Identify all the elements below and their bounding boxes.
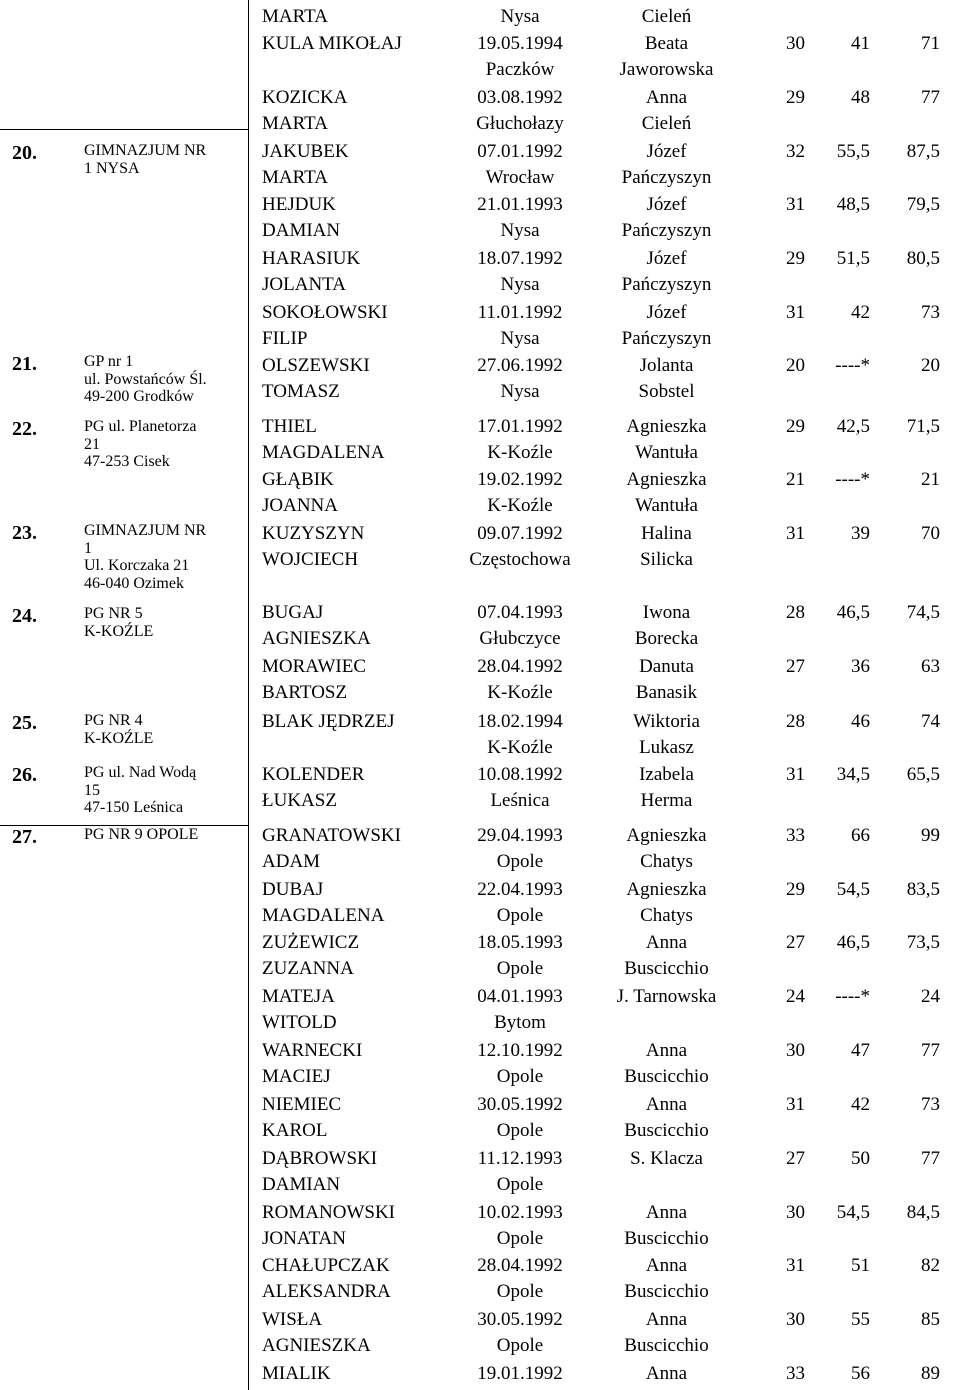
birth-info: Nysa	[500, 6, 540, 27]
student-name: OLSZEWSKI TOMASZ	[262, 355, 370, 402]
school-name: PG ul. Nad Wodą 15 47-150 Leśnica	[84, 764, 197, 816]
teacher-name: Anna Buscicchio	[624, 1094, 709, 1141]
student-name: MORAWIEC BARTOSZ	[262, 656, 367, 703]
teacher-name: Izabela Herma	[639, 764, 694, 811]
teacher-name: J. Tarnowska	[616, 986, 717, 1007]
birth-info: 19.01.1992	[477, 1363, 563, 1384]
school-number: 25.	[12, 712, 37, 734]
score-total: 21	[921, 469, 940, 490]
score-part-2: 41	[851, 33, 870, 54]
teacher-name: Iwona Borecka	[634, 602, 699, 649]
birth-info: 28.04.1992 Opole	[477, 1255, 563, 1302]
score-total: 87,5	[906, 141, 940, 162]
score-total: 77	[921, 87, 940, 108]
student-name: CHAŁUPCZAK ALEKSANDRA	[262, 1255, 391, 1302]
birth-info: 28.04.1992 K-Koźle	[477, 656, 563, 703]
score-total: 20	[921, 355, 940, 376]
student-name: ZUŻEWICZ ZUZANNA	[262, 932, 360, 979]
score-part-1: 30	[786, 1202, 805, 1223]
teacher-name: Anna Buscicchio	[624, 1202, 709, 1249]
score-total: 73	[921, 1094, 940, 1115]
teacher-name: Jolanta Sobstel	[638, 355, 695, 402]
score-part-2: 46,5	[836, 932, 870, 953]
score-part-2: 55	[851, 1309, 870, 1330]
school-number: 20.	[12, 142, 37, 164]
score-total: 70	[921, 523, 940, 544]
student-name: MIALIK	[262, 1363, 331, 1384]
student-name: SOKOŁOWSKI FILIP	[262, 302, 388, 349]
school-name: GIMNAZJUM NR 1 Ul. Korczaka 21 46-040 Ozimek	[84, 522, 207, 592]
teacher-name: S. Klacza	[630, 1148, 703, 1169]
score-total: 71	[921, 33, 940, 54]
score-total: 63	[921, 656, 940, 677]
score-part-1: 31	[786, 1255, 805, 1276]
school-name: PG NR 9 OPOLE	[84, 826, 199, 843]
teacher-name: Anna Buscicchio	[624, 1255, 709, 1302]
birth-info: 11.12.1993 Opole	[477, 1148, 563, 1195]
teacher-name: Agnieszka Wantuła	[626, 416, 707, 463]
score-part-2: 36	[851, 656, 870, 677]
score-part-1: 27	[786, 1148, 805, 1169]
school-number: 24.	[12, 605, 37, 627]
score-part-2: 42	[851, 1094, 870, 1115]
score-part-2: ----*	[835, 986, 870, 1007]
birth-info: 30.05.1992 Opole	[477, 1094, 563, 1141]
score-total: 77	[921, 1148, 940, 1169]
birth-info: 18.02.1994 K-Koźle	[477, 711, 563, 758]
school-name: GP nr 1 ul. Powstańców Śl. 49-200 Grodków	[84, 353, 207, 405]
school-number: 21.	[12, 353, 37, 375]
teacher-name: Agnieszka Wantuła	[626, 469, 707, 516]
school-name: GIMNAZJUM NR 1 NYSA	[84, 142, 207, 177]
student-name: MATEJA WITOLD	[262, 986, 337, 1033]
score-part-2: 50	[851, 1148, 870, 1169]
student-name: BUGAJ AGNIESZKA	[262, 602, 371, 649]
birth-info: 10.02.1993 Opole	[477, 1202, 563, 1249]
birth-info: 11.01.1992 Nysa	[477, 302, 563, 349]
birth-info: 04.01.1993 Bytom	[477, 986, 563, 1033]
birth-info: 07.04.1993 Głubczyce	[477, 602, 563, 649]
student-name: KOLENDER ŁUKASZ	[262, 764, 365, 811]
score-part-2: 48,5	[836, 194, 870, 215]
school-name: PG NR 4 K-KOŹLE	[84, 712, 154, 747]
teacher-name: Agnieszka Chatys	[626, 879, 707, 926]
teacher-name: Józef Pańczyszyn	[621, 302, 712, 349]
score-total: 71,5	[906, 416, 940, 437]
score-part-1: 21	[786, 469, 805, 490]
school-name: PG NR 5 K-KOŹLE	[84, 605, 154, 640]
row-divider	[0, 129, 248, 130]
birth-info: 03.08.1992 Głuchołazy	[476, 87, 564, 134]
teacher-name: Anna Buscicchio	[624, 1309, 709, 1356]
score-part-1: 31	[786, 764, 805, 785]
student-name: WARNECKI MACIEJ	[262, 1040, 363, 1087]
school-name: PG ul. Planetorza 21 47-253 Cisek	[84, 418, 197, 470]
student-name: ROMANOWSKI JONATAN	[262, 1202, 395, 1249]
score-total: 99	[921, 825, 940, 846]
teacher-name: Józef Pańczyszyn	[621, 194, 712, 241]
score-part-1: 33	[786, 825, 805, 846]
student-name: JAKUBEK MARTA	[262, 141, 349, 188]
score-part-2: 56	[851, 1363, 870, 1384]
score-total: 74	[921, 711, 940, 732]
birth-info: 09.07.1992 Częstochowa	[469, 523, 571, 570]
score-total: 77	[921, 1040, 940, 1061]
student-name: DUBAJ MAGDALENA	[262, 879, 385, 926]
score-part-1: 31	[786, 302, 805, 323]
score-part-1: 29	[786, 87, 805, 108]
score-total: 89	[921, 1363, 940, 1384]
birth-info: 19.05.1994 Paczków	[477, 33, 563, 80]
school-number: 23.	[12, 522, 37, 544]
teacher-name: Anna Cieleń	[641, 87, 692, 134]
student-name: GŁĄBIK JOANNA	[262, 469, 338, 516]
birth-info: 18.05.1993 Opole	[477, 932, 563, 979]
birth-info: 19.02.1992 K-Koźle	[477, 469, 563, 516]
score-part-2: 54,5	[836, 879, 870, 900]
birth-info: 07.01.1992 Wrocław	[477, 141, 563, 188]
teacher-name: Anna Buscicchio	[624, 1040, 709, 1087]
score-total: 84,5	[906, 1202, 940, 1223]
student-name: NIEMIEC KAROL	[262, 1094, 342, 1141]
student-name: KULA MIKOŁAJ	[262, 33, 402, 54]
student-name: KOZICKA MARTA	[262, 87, 348, 134]
score-part-1: 27	[786, 932, 805, 953]
teacher-name: Anna	[645, 1363, 688, 1384]
birth-info: 27.06.1992 Nysa	[477, 355, 563, 402]
school-number: 27.	[12, 826, 37, 848]
school-number: 22.	[12, 418, 37, 440]
student-name: DĄBROWSKI DAMIAN	[262, 1148, 378, 1195]
score-part-1: 31	[786, 523, 805, 544]
birth-info: 22.04.1993 Opole	[477, 879, 563, 926]
score-part-1: 24	[786, 986, 805, 1007]
score-part-2: ----*	[835, 469, 870, 490]
score-part-2: 51	[851, 1255, 870, 1276]
score-part-1: 28	[786, 711, 805, 732]
birth-info: 18.07.1992 Nysa	[477, 248, 563, 295]
score-total: 74,5	[906, 602, 940, 623]
score-total: 79,5	[906, 194, 940, 215]
school-number: 26.	[12, 764, 37, 786]
score-total: 73	[921, 302, 940, 323]
birth-info: 12.10.1992 Opole	[477, 1040, 563, 1087]
student-name: HARASIUK JOLANTA	[262, 248, 361, 295]
score-part-2: 42,5	[836, 416, 870, 437]
score-total: 65,5	[906, 764, 940, 785]
score-part-1: 33	[786, 1363, 805, 1384]
teacher-name: Józef Pańczyszyn	[621, 248, 712, 295]
column-divider	[248, 0, 249, 1390]
score-part-1: 27	[786, 656, 805, 677]
score-total: 85	[921, 1309, 940, 1330]
teacher-name: Cieleń	[641, 6, 692, 27]
birth-info: 29.04.1993 Opole	[477, 825, 563, 872]
teacher-name: Agnieszka Chatys	[626, 825, 707, 872]
score-part-1: 29	[786, 879, 805, 900]
score-part-1: 30	[786, 1309, 805, 1330]
score-total: 73,5	[906, 932, 940, 953]
birth-info: 10.08.1992 Leśnica	[477, 764, 563, 811]
score-part-2: 51,5	[836, 248, 870, 269]
score-total: 24	[921, 986, 940, 1007]
score-part-1: 28	[786, 602, 805, 623]
score-part-2: 55,5	[836, 141, 870, 162]
student-name: THIEL MAGDALENA	[262, 416, 385, 463]
score-part-2: 54,5	[836, 1202, 870, 1223]
teacher-name: Halina Silicka	[640, 523, 693, 570]
teacher-name: Anna Buscicchio	[624, 932, 709, 979]
score-part-1: 29	[786, 416, 805, 437]
score-part-2: 42	[851, 302, 870, 323]
score-part-2: 66	[851, 825, 870, 846]
score-part-2: 34,5	[836, 764, 870, 785]
score-total: 80,5	[906, 248, 940, 269]
score-total: 82	[921, 1255, 940, 1276]
score-part-1: 30	[786, 33, 805, 54]
score-part-2: 46,5	[836, 602, 870, 623]
teacher-name: Wiktoria Lukasz	[633, 711, 700, 758]
score-part-1: 31	[786, 1094, 805, 1115]
score-part-1: 32	[786, 141, 805, 162]
birth-info: 30.05.1992 Opole	[477, 1309, 563, 1356]
student-name: HEJDUK DAMIAN	[262, 194, 341, 241]
score-part-2: 48	[851, 87, 870, 108]
teacher-name: Józef Pańczyszyn	[621, 141, 712, 188]
score-part-2: 39	[851, 523, 870, 544]
student-name: BLAK JĘDRZEJ	[262, 711, 395, 732]
score-part-1: 30	[786, 1040, 805, 1061]
birth-info: 17.01.1992 K-Koźle	[477, 416, 563, 463]
score-part-2: ----*	[835, 355, 870, 376]
score-part-2: 47	[851, 1040, 870, 1061]
teacher-name: Beata Jaworowska	[619, 33, 714, 80]
student-name: MARTA	[262, 6, 328, 27]
score-part-2: 46	[851, 711, 870, 732]
birth-info: 21.01.1993 Nysa	[477, 194, 563, 241]
score-total: 83,5	[906, 879, 940, 900]
score-part-1: 29	[786, 248, 805, 269]
student-name: GRANATOWSKI ADAM	[262, 825, 401, 872]
student-name: WISŁA AGNIESZKA	[262, 1309, 371, 1356]
student-name: KUZYSZYN WOJCIECH	[262, 523, 365, 570]
teacher-name: Danuta Banasik	[635, 656, 698, 703]
score-part-1: 31	[786, 194, 805, 215]
score-part-1: 20	[786, 355, 805, 376]
